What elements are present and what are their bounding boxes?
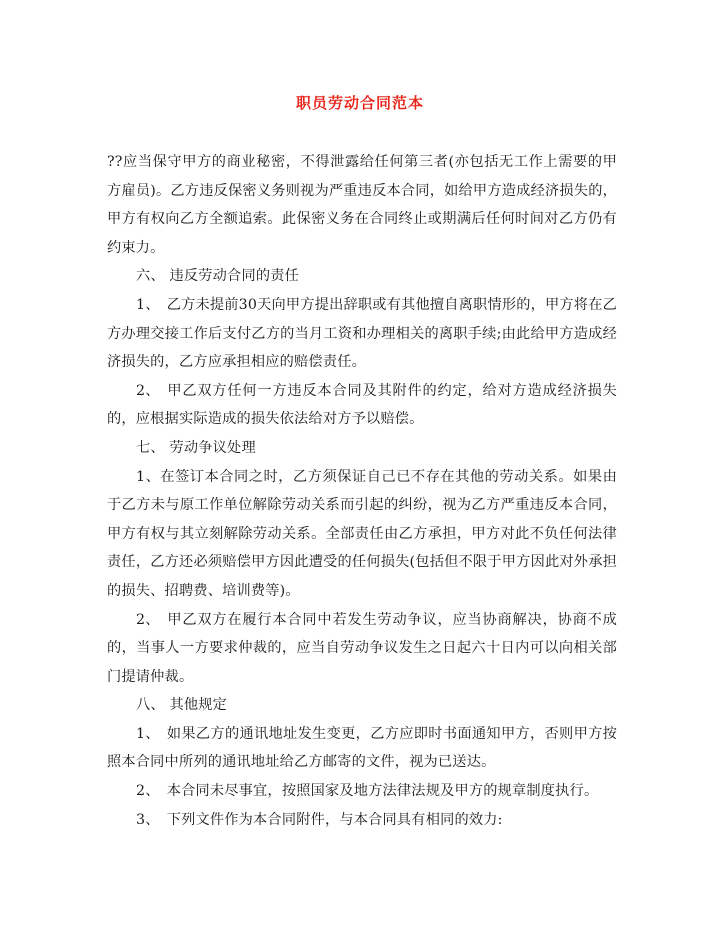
paragraph <box>107 148 617 262</box>
paragraph <box>107 806 617 835</box>
section-heading <box>107 691 617 720</box>
section-number: 八、 <box>136 697 165 714</box>
paragraph <box>107 777 617 806</box>
section-title: 其他规定 <box>169 697 228 714</box>
paragraph <box>107 291 617 377</box>
document-title: 职员劳动合同范本 <box>295 94 424 112</box>
clause-number: 3、 <box>136 811 160 828</box>
paragraph-text: 甲乙双方任何一方违反本合同及其附件的约定，给对方造成经济损失的，应根据实际造成的损失依法给对方予以赔偿。 <box>107 382 617 428</box>
paragraph-text: 乙方未提前30天向甲方提出辞职或有其他擅自离职情形的，甲方将在乙方办理交接工作后支付乙方的当月工资和办理相关的离职手续;由此给甲方造成经济损失的，乙方应承担相应的赔偿责任。 <box>107 296 617 371</box>
paragraph-text: 本合同未尽事宜，按照国家及地方法律法规及甲方的规章制度执行。 <box>166 783 599 800</box>
paragraph-text: 下列文件作为本合同附件，与本合同具有相同的效力: <box>166 811 503 828</box>
clause-number: 2、 <box>136 611 160 628</box>
clause-number: 1、 <box>136 725 160 742</box>
paragraph-text: 1、在签订本合同之时，乙方须保证自己已不存在其他的劳动关系。如果由于乙方未与原工作单位解除劳动关系而引起的纠纷，视为乙方严重违反本合同，甲方有权与其立刻解除劳动关系。全部责任由乙方承担，甲方对此不负任何法律责任，乙方还必须赔偿甲方因此遭受的任何损失(包括但不限于甲方因此对外承担的损失、招聘费、培训费等)。 <box>107 468 617 599</box>
clause-number: 2、 <box>136 783 160 800</box>
section-number: 七、 <box>136 439 165 456</box>
paragraph-text: ??应当保守甲方的商业秘密，不得泄露给任何第三者(亦包括无工作上需要的甲方雇员)。乙方违反保密义务则视为严重违反本合同，如给甲方造成经济损失的，甲方有权向乙方全额追索。此保密义务在合同终止或期满后任何时间对乙方仍有约束力。 <box>107 154 617 256</box>
section-title: 劳动争议处理 <box>169 439 256 456</box>
paragraph <box>107 720 617 777</box>
paragraph <box>107 463 617 606</box>
section-heading <box>107 434 617 463</box>
clause-number: 2、 <box>136 382 160 399</box>
clause-number: 1、 <box>136 296 160 313</box>
paragraph-text: 甲乙双方在履行本合同中若发生劳动争议，应当协商解决，协商不成的，当事人一方要求仲裁的，应当自劳动争议发生之日起六十日内可以向相关部门提请仲裁。 <box>107 611 617 685</box>
section-title: 违反劳动合同的责任 <box>169 268 299 285</box>
paragraph <box>107 377 617 434</box>
section-heading <box>107 262 617 291</box>
section-number: 六、 <box>136 268 165 285</box>
paragraph <box>107 606 617 692</box>
paragraph-text: 如果乙方的通讯地址发生变更，乙方应即时书面通知甲方，否则甲方按照本合同中所列的通讯地址给乙方邮寄的文件，视为已送达。 <box>107 725 618 771</box>
document-body <box>107 148 617 834</box>
